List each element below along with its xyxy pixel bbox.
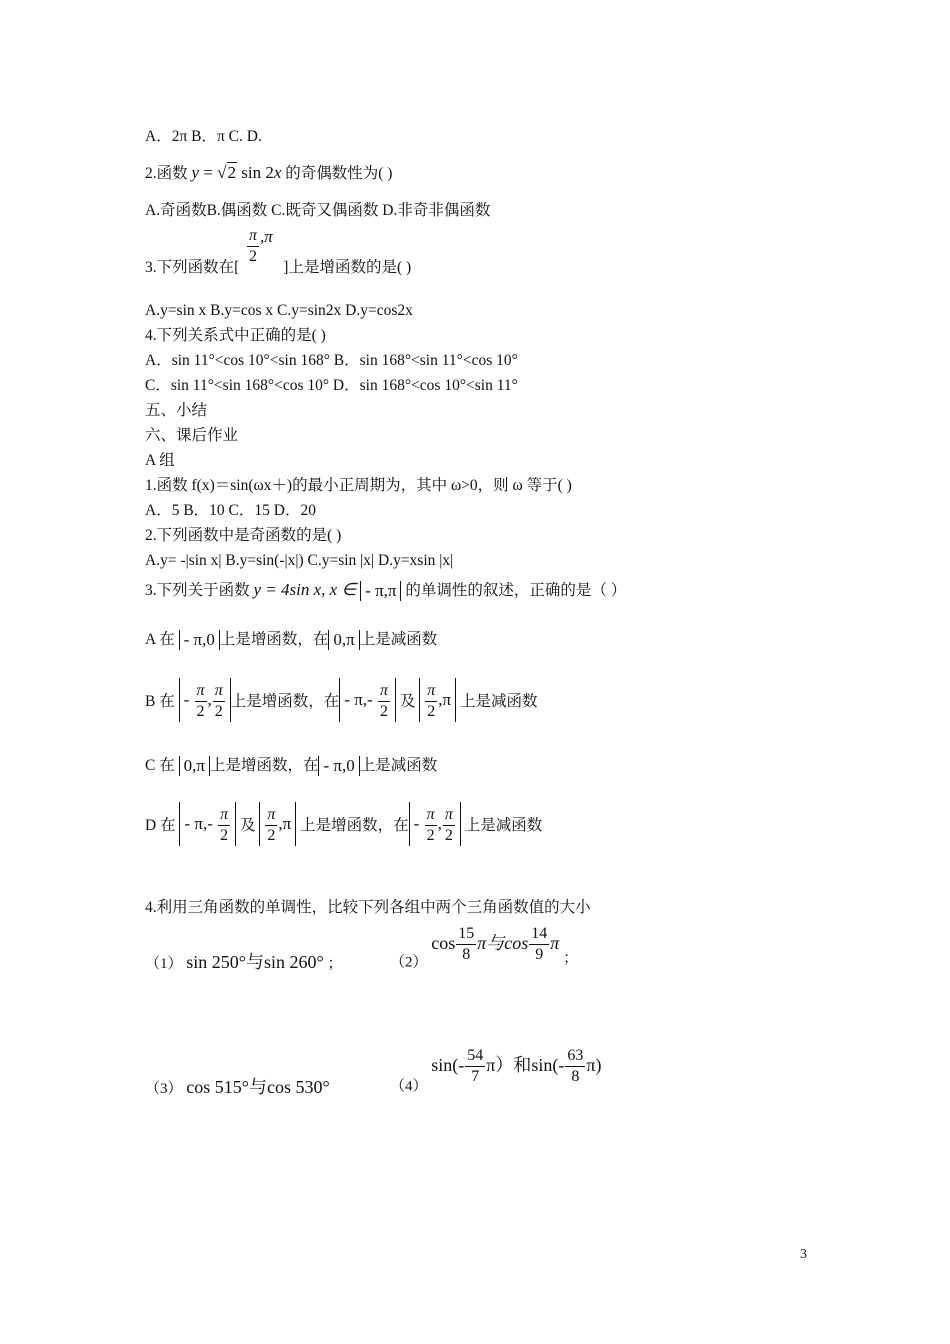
group-a: A 组 [145, 452, 175, 469]
opt-d-text-1: 上是增函数，在 [300, 817, 409, 834]
q3-rest: ,π [260, 227, 273, 246]
part-4-a: sin(- [431, 1054, 465, 1075]
opt-d-frac-den-4: 2 [444, 826, 453, 844]
q2-options: A.奇函数B.偶函数 C.既奇又偶函数 D.非奇非偶函数 [145, 202, 491, 219]
opt-b-frac-num-4: π [425, 683, 437, 702]
hw-q3-option-b [145, 678, 538, 738]
opt-d-frac-den-2: 2 [267, 826, 276, 844]
opt-a-interval-1: - π,0 [179, 630, 220, 650]
part-2-pi: π [550, 932, 560, 953]
opt-b-interval-2: - π,- $\frac{\pi}{2}$ [339, 678, 396, 722]
q2-sin: sin 2 [237, 163, 274, 182]
q2-eq: = [199, 163, 218, 182]
hw-q3-option-a [145, 630, 437, 650]
part-2-num-2: 14 [529, 926, 549, 945]
q2-sqrt-body: 2 [227, 163, 236, 182]
question-2 [145, 162, 392, 184]
opt-d-text-2: 上是减函数 [464, 817, 543, 834]
part-1 [145, 948, 342, 974]
part-4-den-2: 8 [571, 1068, 580, 1085]
opt-b-text-1: 上是增函数，在 [230, 693, 340, 710]
hw-question-4: 4.利用三角函数的单调性，比较下列各组中两个三角函数值的大小 [145, 899, 591, 916]
q3-frac-den: 2 [249, 248, 257, 265]
opt-b-interval-1: - $\frac{\pi}{2}$ , $\frac{\pi}{2}$ [179, 678, 231, 722]
part-2-num-1: 15 [456, 926, 476, 945]
hw-question-3 [145, 580, 626, 601]
part-1-label: （1） [145, 956, 183, 972]
part-3 [145, 1073, 330, 1099]
q2-y: y [191, 163, 200, 182]
part-3-label: （3） [145, 1081, 183, 1097]
part-4 [390, 1048, 601, 1096]
part-4-num-2: 63 [565, 1048, 585, 1067]
opt-d-interval-1: - π,- $\frac{\pi}{2}$ [179, 802, 236, 846]
q3-frac-num: π [247, 228, 259, 247]
opt-b-frac-num-3: π [378, 683, 390, 702]
opt-d-frac-num: π [218, 807, 230, 826]
opt-b-frac-den-3: 2 [379, 702, 388, 720]
opt-c-interval-1: 0,π [179, 756, 210, 776]
part-4-b: π）和sin(- [486, 1054, 565, 1075]
hw-q3-option-c [145, 756, 437, 776]
opt-c-text-1: 上是增函数，在 [209, 757, 319, 774]
opt-c-interval-2: - π,0 [318, 756, 359, 776]
part-2-mid: π与cos [477, 932, 529, 953]
part-3-expr: cos 515°与cos 530° [186, 1077, 330, 1097]
opt-c-text-2: 上是减函数 [359, 757, 438, 774]
q3-options: A.y=sin x B.y=cos x C.y=sin2x D.y=cos2x [145, 302, 413, 319]
opt-b-frac-num: π [195, 683, 207, 702]
q2-suffix: 的奇偶数性为( ) [285, 165, 393, 182]
opt-d-interval-2: $\frac{\pi}{2}$ ,π [259, 802, 296, 846]
question-4: 4.下列关系式中正确的是( ) [145, 327, 326, 344]
opt-a-text-1: 上是增函数，在 [219, 631, 329, 648]
part-4-num-1: 54 [465, 1048, 485, 1067]
q3-suffix: ]上是增函数的是( ) [283, 259, 412, 276]
opt-a-text-2: 上是减函数 [359, 631, 438, 648]
hw-question-2: 2.下列函数中是奇函数的是( ) [145, 527, 342, 544]
q4-options-ab: A．sin 11°<cos 10°<sin 168° B．sin 168°<sin 11°<cos 10° [145, 352, 518, 369]
part-2-label: （2） [390, 954, 428, 971]
part-4-label: （4） [390, 1078, 428, 1095]
part-4-den-1: 7 [471, 1068, 480, 1085]
opt-a-label: A 在 [145, 631, 175, 648]
q2-prefix: 2.函数 [145, 165, 188, 182]
opt-d-frac-num-2: π [265, 807, 277, 826]
hw-q2-options: A.y= -|sin x| B.y=sin(-|x|) C.y=sin |x| D.y=xsin |x| [145, 552, 454, 569]
opt-d-interval-3: - $\frac{\pi}{2}$ , $\frac{\pi}{2}$ [409, 802, 461, 846]
part-2-den-2: 9 [535, 946, 544, 963]
part-2 [390, 926, 578, 972]
opt-b-frac-den: 2 [196, 702, 205, 720]
q2-x: x [273, 163, 282, 182]
opt-d-frac-num-3: π [425, 807, 437, 826]
opt-d-frac-den: 2 [220, 826, 229, 844]
opt-b-text-2: 上是减函数 [459, 693, 538, 710]
opt-a-interval-2: 0,π [328, 630, 359, 650]
opt-b-and: 及 [399, 693, 416, 710]
hw-question-1: 1.函数 f(x)＝sin(ωx＋)的最小正周期为，其中 ω>0，则 ω 等于( ) [145, 477, 572, 494]
opt-c-label: C 在 [145, 757, 175, 774]
opt-b-frac-num-2: π [213, 683, 225, 702]
part-2-den-1: 8 [462, 946, 471, 963]
part-4-c: π) [586, 1054, 602, 1075]
q1-options: A．2π B．π C. D. [145, 128, 262, 145]
opt-b-frac-den-2: 2 [214, 702, 223, 720]
hw-q3-prefix: 3.下列关于函数 [145, 582, 250, 599]
hw-q1-options: A．5 B．10 C．15 D．20 [145, 502, 316, 519]
q4-options-cd: C．sin 11°<sin 168°<cos 10° D．sin 168°<cos 10°<sin 11° [145, 377, 518, 394]
opt-d-frac-den-3: 2 [426, 826, 435, 844]
opt-d-and: 及 [240, 817, 256, 834]
opt-b-frac-den-4: 2 [427, 702, 436, 720]
page-number: 3 [800, 1247, 807, 1262]
opt-d-label: D 在 [145, 817, 176, 834]
hw-q3-expr: y = 4sin x, x ∈ [253, 580, 357, 599]
part-2-cos: cos [431, 932, 456, 953]
hw-q3-interval: - π,π [360, 581, 401, 601]
opt-b-label: B 在 [145, 693, 175, 710]
section-homework: 六、课后作业 [145, 427, 239, 444]
part-2-end: ； [563, 950, 579, 967]
hw-q3-option-d [145, 802, 542, 862]
question-3 [145, 258, 411, 278]
hw-q3-suffix: 的单调性的叙述，正确的是（ ） [405, 582, 627, 599]
q2-formula: y = √2 sin 2x [191, 163, 282, 182]
opt-b-interval-3: $\frac{\pi}{2}$ ,π [419, 678, 456, 722]
section-summary: 五、小结 [145, 402, 208, 419]
q3-prefix: 3.下列函数在[ [145, 259, 240, 276]
part-1-expr: sin 250°与sin 260° [186, 952, 324, 972]
opt-d-frac-num-4: π [443, 807, 455, 826]
part-1-end: ； [327, 956, 343, 972]
